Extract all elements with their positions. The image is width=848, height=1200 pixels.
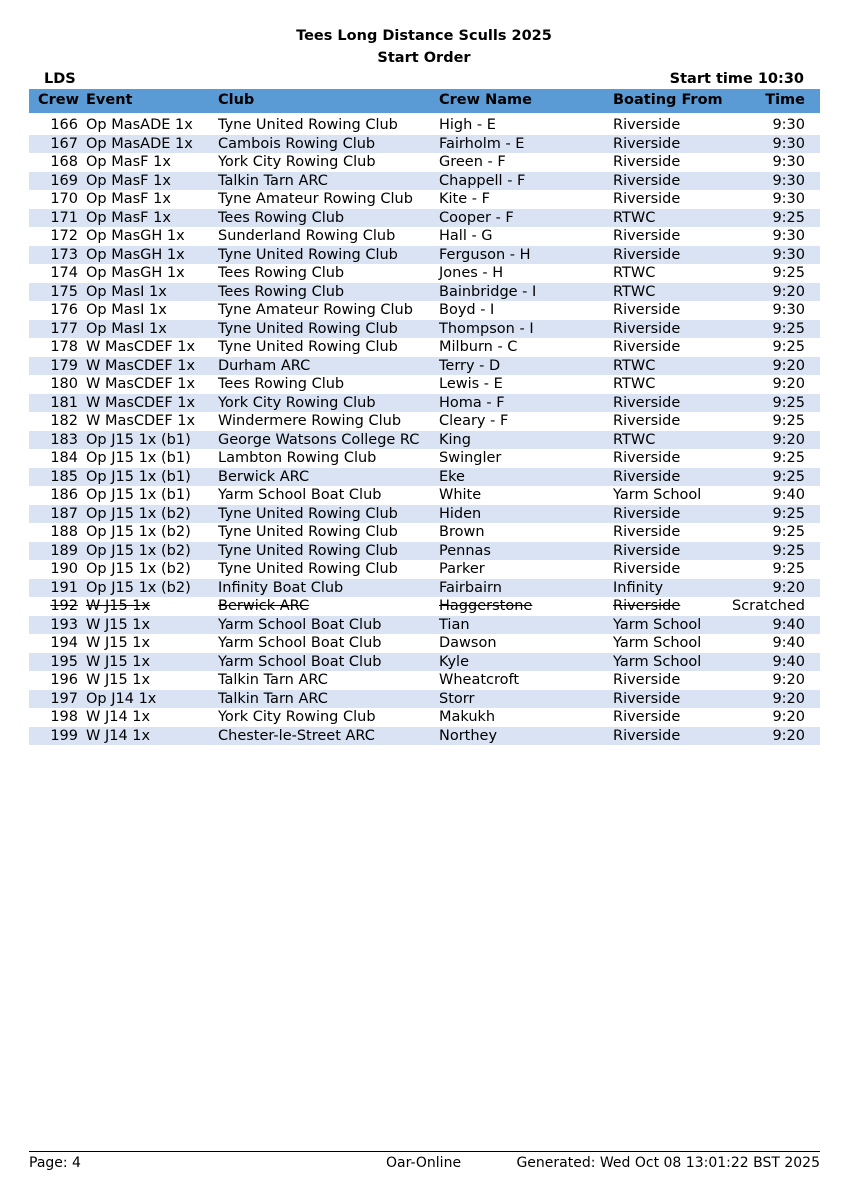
crew-number: 189 <box>50 542 78 559</box>
crew-number: 188 <box>50 524 78 540</box>
club-name: Berwick ARC <box>218 468 310 485</box>
start-time: 9:30 <box>772 246 805 263</box>
crew-name: High - E <box>439 117 496 133</box>
table-row <box>29 190 820 209</box>
crew-number: 186 <box>50 487 78 503</box>
boating-from: Riverside <box>613 320 681 337</box>
club-name: Talkin Tarn ARC <box>218 172 328 189</box>
table-row <box>29 394 820 413</box>
table-row <box>29 283 820 302</box>
boating-from: RTWC <box>613 265 656 281</box>
table-row <box>29 671 820 690</box>
crew-number: 173 <box>50 246 78 263</box>
start-time: 9:25 <box>772 505 805 522</box>
crew-number: 174 <box>50 265 78 281</box>
boating-from: Riverside <box>613 135 681 152</box>
event-name: Op J14 1x <box>86 690 157 707</box>
generated-timestamp: Generated: Wed Oct 08 13:01:22 BST 2025 <box>516 1155 820 1171</box>
event-name: Op J15 1x (b2) <box>86 524 191 540</box>
event-name: Op MasF 1x <box>86 154 171 170</box>
boating-from: RTWC <box>613 209 656 226</box>
boating-from: RTWC <box>613 357 656 374</box>
table-row <box>29 579 820 598</box>
crew-name: Kyle <box>439 653 469 670</box>
crew-number: 171 <box>50 209 78 226</box>
club-name: Tyne United Rowing Club <box>218 117 398 133</box>
club-name: Tyne United Rowing Club <box>218 542 398 559</box>
club-name: York City Rowing Club <box>218 394 376 411</box>
event-name: Op MasGH 1x <box>86 265 185 281</box>
event-name: Op J15 1x (b2) <box>86 542 191 559</box>
division-label: LDS <box>44 71 76 87</box>
start-time: 9:25 <box>772 468 805 485</box>
crew-name: Jones - H <box>439 265 504 281</box>
club-name: Tyne United Rowing Club <box>218 339 398 355</box>
crew-number: 180 <box>50 376 78 392</box>
boating-from: Riverside <box>613 690 681 707</box>
crew-name: Lewis - E <box>439 376 503 392</box>
crew-number: 194 <box>50 635 78 651</box>
club-name: Tyne Amateur Rowing Club <box>218 191 413 207</box>
table-row <box>29 264 820 283</box>
table-row <box>29 209 820 228</box>
boating-from: Riverside <box>613 727 681 744</box>
boating-from: Riverside <box>613 191 681 207</box>
start-time: 9:25 <box>772 413 805 429</box>
crew-number: 195 <box>50 653 78 670</box>
club-name: Tyne United Rowing Club <box>218 561 398 577</box>
start-time: 9:25 <box>772 320 805 337</box>
boating-from: Riverside <box>613 302 681 318</box>
crew-number: 177 <box>50 320 78 337</box>
boating-from: Riverside <box>613 561 681 577</box>
club-name: Yarm School Boat Club <box>218 635 382 651</box>
table-row <box>29 486 820 505</box>
start-time: 9:20 <box>772 727 805 744</box>
table-row <box>29 320 820 339</box>
club-name: York City Rowing Club <box>218 154 376 170</box>
table-row <box>29 172 820 191</box>
table-row <box>29 375 820 394</box>
boating-from: Riverside <box>613 450 681 466</box>
event-name: W MasCDEF 1x <box>86 357 196 374</box>
event-name: Op MasADE 1x <box>86 135 193 152</box>
crew-name: Northey <box>439 727 498 744</box>
start-time: 9:30 <box>772 302 805 318</box>
crew-name: Haggerstone <box>439 598 533 614</box>
event-name: Op J15 1x (b2) <box>86 561 191 577</box>
club-name: Windermere Rowing Club <box>218 413 402 429</box>
club-name: Sunderland Rowing Club <box>218 228 396 244</box>
start-time: 9:25 <box>772 209 805 226</box>
table-row <box>29 431 820 450</box>
crew-number: 196 <box>50 672 78 688</box>
crew-name: Eke <box>439 468 465 485</box>
crew-number: 182 <box>50 413 78 429</box>
boating-from: Yarm School <box>613 653 702 670</box>
page-subtitle: Start Order <box>377 50 471 66</box>
start-time: 9:40 <box>772 616 805 633</box>
page-title: Tees Long Distance Sculls 2025 <box>296 28 552 44</box>
crew-number: 187 <box>50 505 78 522</box>
crew-number: 170 <box>50 191 78 207</box>
event-name: Op MasI 1x <box>86 283 167 300</box>
start-time: 9:40 <box>772 487 805 503</box>
crew-number: 178 <box>50 339 78 355</box>
table-header <box>29 89 820 113</box>
boating-from: Riverside <box>613 228 681 244</box>
club-name: Yarm School Boat Club <box>218 616 382 633</box>
boating-from: Riverside <box>613 172 681 189</box>
start-time: 9:20 <box>772 672 805 688</box>
table-row <box>29 246 820 265</box>
table-row <box>29 135 820 154</box>
event-name: Op MasF 1x <box>86 172 171 189</box>
crew-name: Homa - F <box>439 394 505 411</box>
boating-from: Infinity <box>613 579 664 596</box>
event-name: W J15 1x <box>86 653 151 670</box>
club-name: Lambton Rowing Club <box>218 450 377 466</box>
club-name: Tyne United Rowing Club <box>218 524 398 540</box>
event-name: W MasCDEF 1x <box>86 339 196 355</box>
event-name: W MasCDEF 1x <box>86 394 196 411</box>
club-name: Cambois Rowing Club <box>218 135 376 152</box>
crew-number: 193 <box>50 616 78 633</box>
boating-from: RTWC <box>613 376 656 392</box>
start-time: 9:25 <box>772 561 805 577</box>
col-crew-header: Crew <box>38 92 80 108</box>
start-time: 9:25 <box>772 542 805 559</box>
table-row <box>29 542 820 561</box>
event-name: Op J15 1x (b2) <box>86 579 191 596</box>
table-row <box>29 116 820 135</box>
table-row <box>29 634 820 653</box>
boating-from: Riverside <box>613 524 681 540</box>
boating-from: Riverside <box>613 505 681 522</box>
crew-number: 176 <box>50 302 78 318</box>
start-time: 9:30 <box>772 191 805 207</box>
crew-number: 191 <box>50 579 78 596</box>
table-row <box>29 153 820 172</box>
crew-name: White <box>439 487 482 503</box>
event-name: Op MasI 1x <box>86 320 167 337</box>
club-name: Tyne United Rowing Club <box>218 505 398 522</box>
table-row <box>29 357 820 376</box>
table-row <box>29 468 820 487</box>
crew-number: 190 <box>50 561 78 577</box>
crew-number: 166 <box>50 117 78 133</box>
crew-name: Pennas <box>439 542 491 559</box>
event-name: Op MasADE 1x <box>86 117 193 133</box>
crew-name: Cooper - F <box>439 209 514 226</box>
crew-name: Cleary - F <box>439 413 509 429</box>
start-time: 9:30 <box>772 135 805 152</box>
event-name: Op J15 1x (b1) <box>86 431 191 448</box>
crew-name: Storr <box>439 690 475 707</box>
club-name: Tees Rowing Club <box>218 376 345 392</box>
crew-number: 169 <box>50 172 78 189</box>
start-time: 9:30 <box>772 117 805 133</box>
club-name: Tees Rowing Club <box>218 283 345 300</box>
boating-from: RTWC <box>613 431 656 448</box>
table-row <box>29 727 820 746</box>
crew-number: 183 <box>50 431 78 448</box>
start-time: 9:30 <box>772 172 805 189</box>
start-time-label: Start time 10:30 <box>669 71 804 87</box>
boating-from: Yarm School <box>613 487 702 503</box>
club-name: Talkin Tarn ARC <box>218 690 328 707</box>
start-time: 9:20 <box>772 283 805 300</box>
source-label: Oar-Online <box>386 1155 462 1171</box>
table-row <box>29 560 820 579</box>
boating-from: Riverside <box>613 413 681 429</box>
club-name: Chester-le-Street ARC <box>218 727 375 744</box>
event-name: W J14 1x <box>86 727 151 744</box>
start-time: 9:25 <box>772 265 805 281</box>
club-name: Tyne United Rowing Club <box>218 320 398 337</box>
boating-from: Yarm School <box>613 616 702 633</box>
club-name: Durham ARC <box>218 357 311 374</box>
boating-from: Riverside <box>613 598 681 614</box>
event-name: W J14 1x <box>86 709 151 725</box>
event-name: W J15 1x <box>86 616 151 633</box>
event-name: W MasCDEF 1x <box>86 413 196 429</box>
table-row <box>29 505 820 524</box>
boating-from: Riverside <box>613 154 681 170</box>
table-row <box>29 690 820 709</box>
boating-from: Riverside <box>613 117 681 133</box>
crew-name: Wheatcroft <box>439 672 520 688</box>
col-time-header: Time <box>765 92 805 108</box>
start-time: 9:20 <box>772 579 805 596</box>
crew-name: Dawson <box>439 635 497 651</box>
col-club-header: Club <box>218 92 255 108</box>
crew-number: 179 <box>50 357 78 374</box>
crew-name: Kite - F <box>439 191 490 207</box>
club-name: Talkin Tarn ARC <box>218 672 328 688</box>
boating-from: Riverside <box>613 709 681 725</box>
table-row <box>29 301 820 320</box>
crew-number: 197 <box>50 690 78 707</box>
club-name: Tyne United Rowing Club <box>218 246 398 263</box>
crew-name: Milburn - C <box>439 339 518 355</box>
col-event-header: Event <box>86 92 133 108</box>
boating-from: Riverside <box>613 246 681 263</box>
event-name: Op MasF 1x <box>86 191 171 207</box>
club-name: Berwick ARC <box>218 598 310 614</box>
table-row <box>29 412 820 431</box>
crew-number: 199 <box>50 727 78 744</box>
event-name: Op MasGH 1x <box>86 228 185 244</box>
crew-name: Brown <box>439 524 485 540</box>
boating-from: Riverside <box>613 339 681 355</box>
start-time: 9:20 <box>772 431 805 448</box>
crew-name: Thompson - I <box>439 320 534 337</box>
crew-name: Hall - G <box>439 228 493 244</box>
table-row <box>29 708 820 727</box>
crew-name: Fairbairn <box>439 579 502 596</box>
crew-name: Tian <box>439 616 470 633</box>
crew-name: Chappell - F <box>439 172 526 189</box>
start-time: 9:25 <box>772 524 805 540</box>
col-boating-from-header: Boating From <box>613 92 723 108</box>
start-order-table <box>29 116 820 745</box>
table-row <box>29 616 820 635</box>
start-time: 9:20 <box>772 357 805 374</box>
crew-number: 168 <box>50 154 78 170</box>
crew-name: King <box>439 431 471 448</box>
crew-number: 172 <box>50 228 78 244</box>
table-row <box>29 338 820 357</box>
start-time: 9:40 <box>772 653 805 670</box>
crew-number: 184 <box>50 450 78 466</box>
event-name: W MasCDEF 1x <box>86 376 196 392</box>
boating-from: Yarm School <box>613 635 702 651</box>
club-name: Yarm School Boat Club <box>218 653 382 670</box>
event-name: Op MasI 1x <box>86 302 167 318</box>
club-name: Tyne Amateur Rowing Club <box>218 302 413 318</box>
club-name: Infinity Boat Club <box>218 579 344 596</box>
boating-from: Riverside <box>613 542 681 559</box>
crew-number: 185 <box>50 468 78 485</box>
page-number: Page: 4 <box>29 1155 81 1171</box>
footer-divider <box>29 1151 820 1152</box>
crew-number: 175 <box>50 283 78 300</box>
event-name: Op MasF 1x <box>86 209 171 226</box>
club-name: Tees Rowing Club <box>218 265 345 281</box>
start-time: 9:25 <box>772 450 805 466</box>
event-name: W J15 1x <box>86 672 151 688</box>
crew-name: Hiden <box>439 505 482 522</box>
table-row <box>29 449 820 468</box>
crew-name: Fairholm - E <box>439 135 525 152</box>
event-name: Op J15 1x (b1) <box>86 468 191 485</box>
crew-number: 181 <box>50 394 78 411</box>
crew-name: Terry - D <box>439 357 501 374</box>
start-time: 9:25 <box>772 339 805 355</box>
boating-from: Riverside <box>613 394 681 411</box>
table-row <box>29 653 820 672</box>
crew-name: Green - F <box>439 154 506 170</box>
event-name: Op J15 1x (b1) <box>86 487 191 503</box>
start-time: 9:40 <box>772 635 805 651</box>
crew-number: 198 <box>50 709 78 725</box>
table-row <box>29 597 820 616</box>
start-time: 9:20 <box>772 376 805 392</box>
table-row <box>29 227 820 246</box>
event-name: Op J15 1x (b2) <box>86 505 191 522</box>
boating-from: RTWC <box>613 283 656 300</box>
crew-name: Parker <box>439 561 485 577</box>
club-name: Yarm School Boat Club <box>218 487 382 503</box>
boating-from: Riverside <box>613 672 681 688</box>
event-name: W J15 1x <box>86 635 151 651</box>
event-name: Op MasGH 1x <box>86 246 185 263</box>
table-row <box>29 523 820 542</box>
crew-name: Boyd - I <box>439 302 495 318</box>
start-time: 9:20 <box>772 690 805 707</box>
boating-from: Riverside <box>613 468 681 485</box>
start-time: 9:30 <box>772 154 805 170</box>
start-time: 9:30 <box>772 228 805 244</box>
crew-name: Bainbridge - I <box>439 283 537 300</box>
crew-number: 192 <box>50 598 78 614</box>
club-name: Tees Rowing Club <box>218 209 345 226</box>
start-time: Scratched <box>732 598 805 614</box>
crew-name: Makukh <box>439 709 496 725</box>
event-name: Op J15 1x (b1) <box>86 450 191 466</box>
start-time: 9:25 <box>772 394 805 411</box>
crew-name: Ferguson - H <box>439 246 531 263</box>
club-name: George Watsons College RC <box>218 431 420 448</box>
club-name: York City Rowing Club <box>218 709 376 725</box>
start-time: 9:20 <box>772 709 805 725</box>
crew-name: Swingler <box>439 450 502 466</box>
event-name: W J15 1x <box>86 598 151 614</box>
crew-number: 167 <box>50 135 78 152</box>
col-crew-name-header: Crew Name <box>439 92 532 108</box>
